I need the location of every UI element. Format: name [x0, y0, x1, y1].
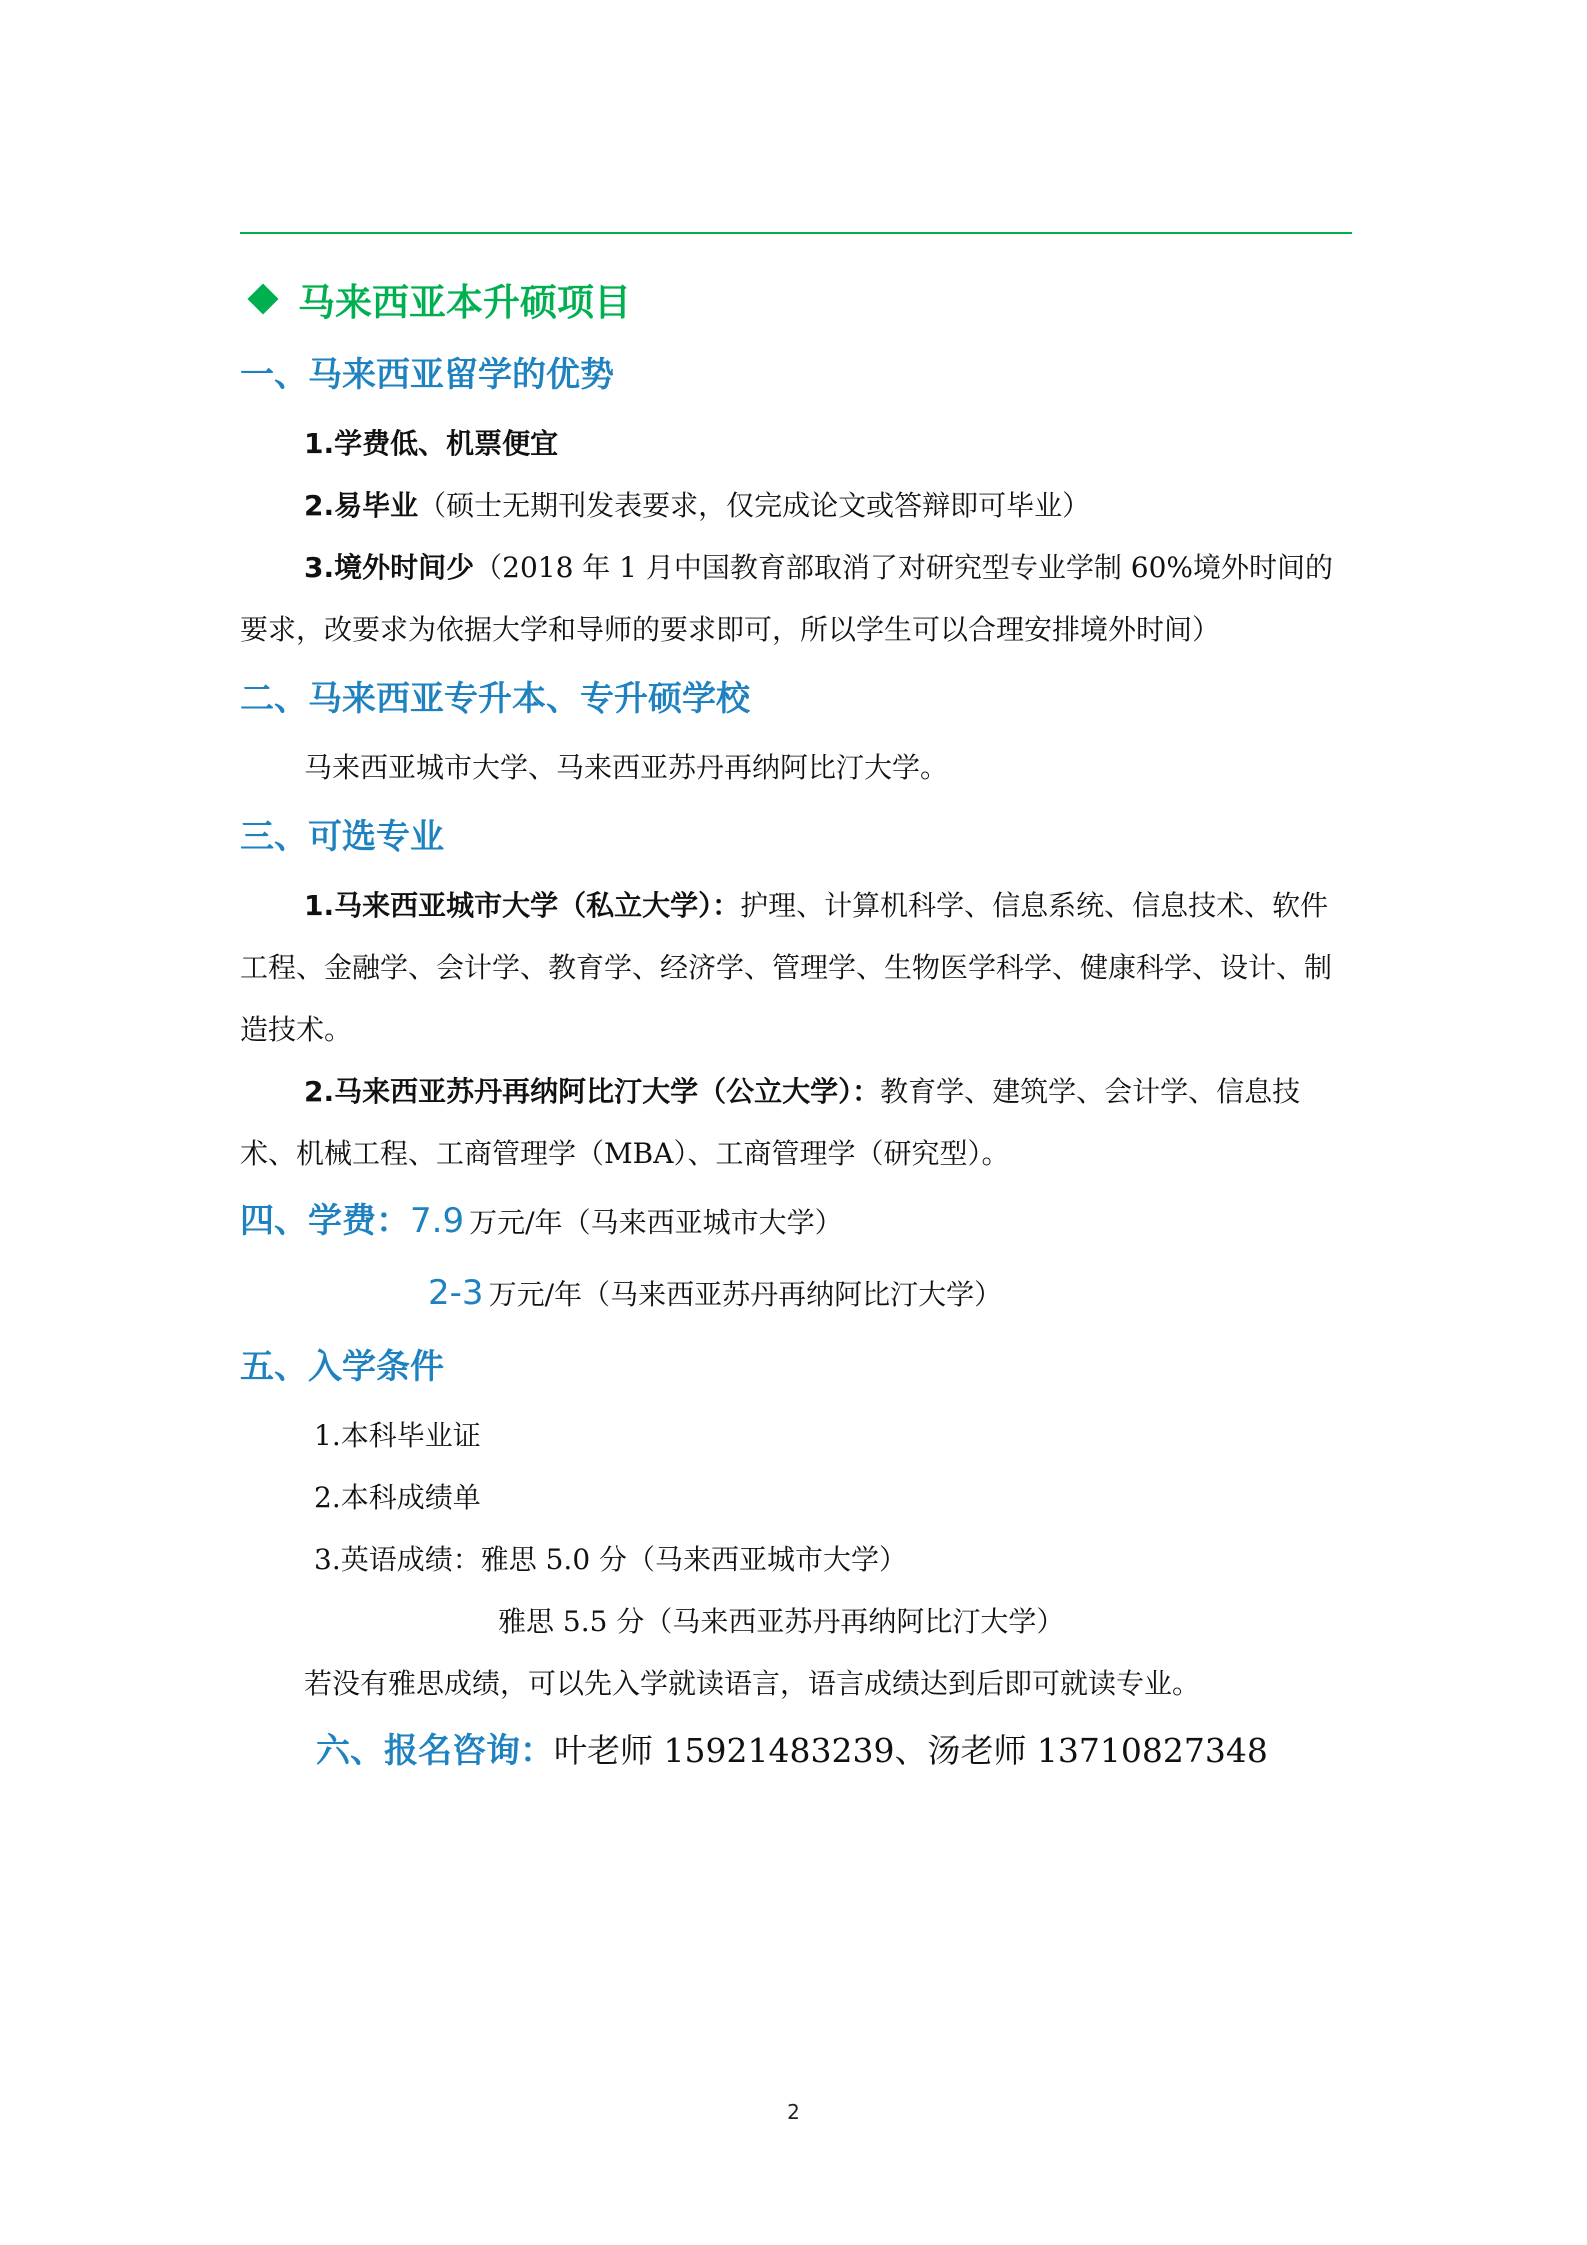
requirement-item-3-second: 雅思 5.5 分（马来西亚苏丹再纳阿比汀大学）	[498, 1605, 1065, 1638]
contact-line	[240, 1715, 1352, 1787]
advantage-item-2-label: 2.易毕业	[304, 489, 419, 522]
requirement-note: 若没有雅思成绩，可以先入学就读语言，语言成绩达到后即可就读专业。	[304, 1667, 1201, 1700]
requirement-item-2: 2.本科成绩单	[314, 1481, 481, 1514]
tuition-unit-2: 万元/年（马来西亚苏丹再纳阿比汀大学）	[488, 1278, 1003, 1311]
page-number: 2	[787, 2100, 800, 2124]
requirement-item-3: 3.英语成绩：雅思 5.0 分（马来西亚城市大学）	[314, 1543, 908, 1576]
tuition-amount-1: 7.9	[410, 1201, 465, 1241]
advantage-item-3-label: 3.境外时间少	[304, 551, 475, 584]
advantage-item-3	[240, 537, 1352, 661]
majors-item-2	[240, 1061, 1352, 1185]
schools-text: 马来西亚城市大学、马来西亚苏丹再纳阿比汀大学。	[304, 751, 949, 784]
document-title	[240, 261, 1352, 337]
majors-item-2-text: 教育学、建筑学、会计学、信息技术、机械工程、工商管理学（MBA）、工商管理学（研究型）。	[240, 1075, 1301, 1170]
tuition-unit-1: 万元/年（马来西亚城市大学）	[469, 1206, 843, 1239]
advantage-item-2-text: （硕士无期刊发表要求，仅完成论文或答辩即可毕业）	[418, 489, 1091, 522]
section-heading-majors: 三、可选专业	[240, 817, 444, 857]
tuition-amount-2: 2-3	[428, 1273, 484, 1313]
section-heading-advantages: 一、马来西亚留学的优势	[240, 355, 614, 395]
tuition-line-2	[240, 1257, 1352, 1329]
majors-item-1	[240, 875, 1352, 1061]
majors-item-1-label: 1.马来西亚城市大学（私立大学）：	[304, 889, 741, 922]
section-heading-contact: 六、报名咨询：	[316, 1731, 554, 1771]
section-heading-requirements: 五、入学条件	[240, 1347, 444, 1387]
section-heading-tuition: 四、学费：	[240, 1201, 410, 1241]
diamond-bullet-icon	[247, 283, 278, 314]
document-title-text: 马来西亚本升硕项目	[298, 281, 631, 324]
tuition-line-1	[240, 1185, 1352, 1257]
advantage-item-2	[240, 475, 1352, 537]
header-rule	[240, 232, 1352, 234]
advantage-item-3-text: （2018 年 1 月中国教育部取消了对研究型专业学制 60%境外时间的要求，改要求为依据大学和导师的要求即可，所以学生可以合理安排境外时间）	[240, 551, 1334, 646]
section-heading-schools: 二、马来西亚专升本、专升硕学校	[240, 679, 750, 719]
majors-item-2-label: 2.马来西亚苏丹再纳阿比汀大学（公立大学）：	[304, 1075, 881, 1108]
majors-item-1-text: 护理、计算机科学、信息系统、信息技术、软件工程、金融学、会计学、教育学、经济学、管理学、生物医学科学、健康科学、设计、制造技术。	[240, 889, 1333, 1046]
document-body	[240, 255, 1352, 1787]
advantage-item-1	[240, 413, 1352, 475]
requirement-item-1: 1.本科毕业证	[314, 1419, 481, 1452]
contact-details: 叶老师 15921483239、汤老师 13710827348	[554, 1731, 1268, 1770]
advantage-item-1-label: 1.学费低、机票便宜	[304, 427, 559, 460]
